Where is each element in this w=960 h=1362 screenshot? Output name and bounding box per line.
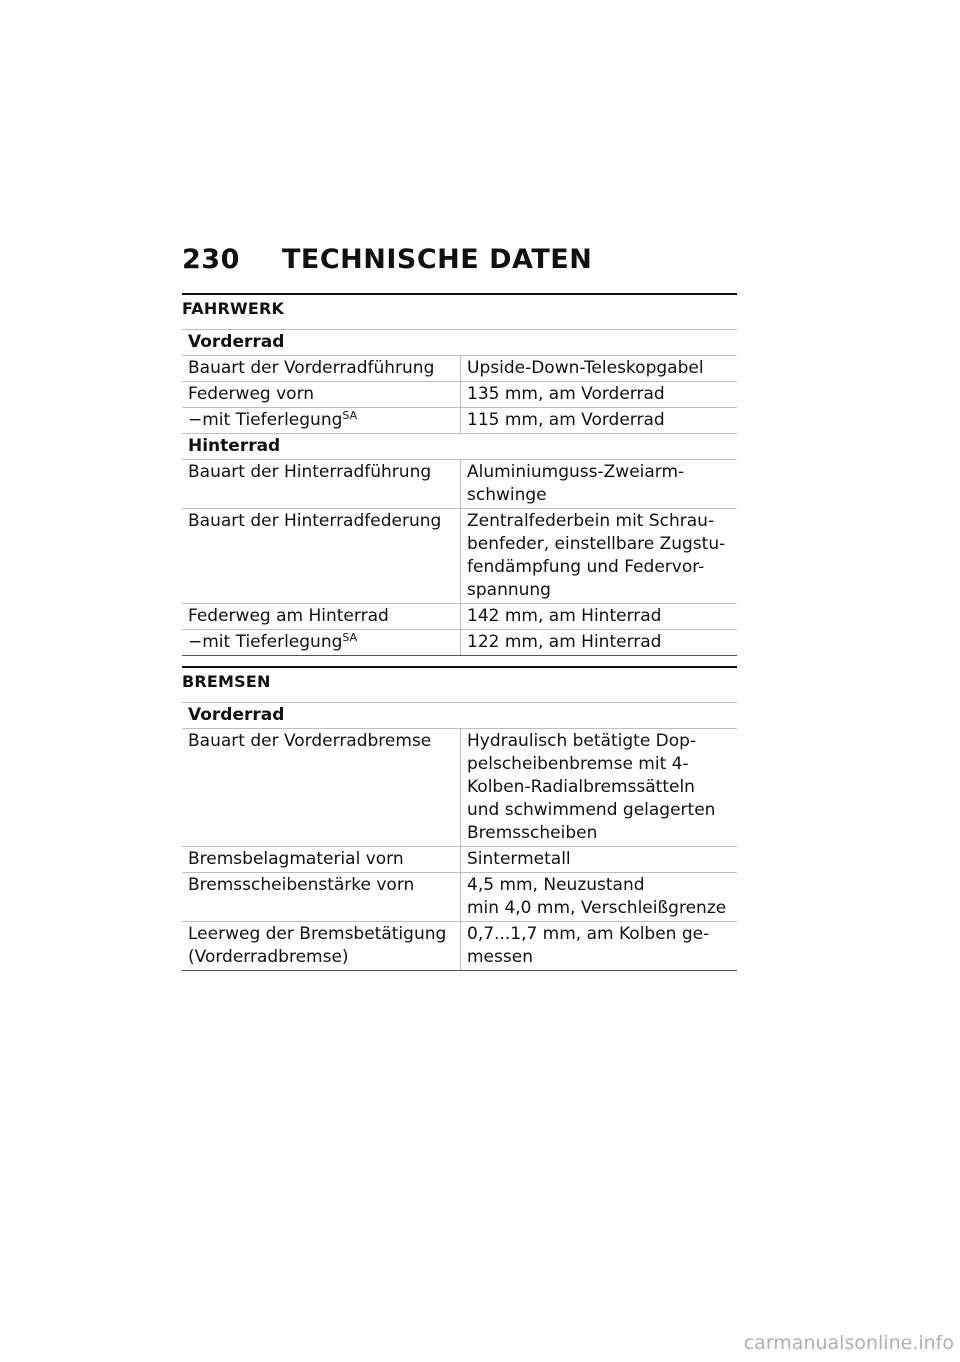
value-line: und schwimmend gelagerten: [467, 800, 716, 820]
subheading-vorderrad: Vorderrad: [182, 330, 737, 356]
row-label-text: −mit Tieferlegung: [188, 410, 343, 430]
table-row: [182, 382, 737, 408]
row-label: Bauart der Hinterradführung: [182, 460, 461, 509]
value-line: Bremsscheiben: [467, 823, 598, 843]
section-title-fahrwerk: FAHRWERK: [182, 293, 737, 329]
value-line: min 4,0 mm, Verschleißgrenze: [467, 898, 727, 918]
table-row: [182, 922, 737, 971]
row-value: [461, 460, 738, 509]
table-row: [182, 873, 737, 922]
table-row: [182, 847, 737, 873]
label-line: Leerweg der Bremsbetätigung: [188, 924, 447, 944]
row-value: 122 mm, am Hinterrad: [461, 630, 738, 656]
subheading-row: [182, 330, 737, 356]
row-value: [461, 922, 738, 971]
section-title-bremsen: BREMSEN: [182, 666, 737, 702]
row-label: Federweg am Hinterrad: [182, 604, 461, 630]
row-value: [461, 729, 738, 847]
row-value: 142 mm, am Hinterrad: [461, 604, 738, 630]
section-bremsen: [182, 666, 737, 971]
row-value: [461, 509, 738, 604]
value-line: benfeder, einstellbare Zugstu-: [467, 534, 726, 554]
table-row: [182, 630, 737, 656]
page-header: [182, 244, 742, 280]
label-line: (Vorderradbremse): [188, 947, 349, 967]
section-fahrwerk: [182, 293, 737, 656]
sa-superscript: SA: [342, 409, 358, 422]
table-row: [182, 604, 737, 630]
value-line: messen: [467, 947, 533, 967]
value-line: Kolben-Radialbremssätteln: [467, 777, 695, 797]
row-label: Bauart der Vorderradführung: [182, 356, 461, 382]
row-label: [182, 408, 461, 434]
spec-table-fahrwerk: [182, 329, 737, 656]
value-line: Hydraulisch betätigte Dop-: [467, 731, 697, 751]
subheading-vorderrad: Vorderrad: [182, 703, 737, 729]
table-row: [182, 460, 737, 509]
value-line: spannung: [467, 580, 551, 600]
row-value: 115 mm, am Vorderrad: [461, 408, 738, 434]
page-title: TECHNISCHE DATEN: [282, 244, 593, 275]
value-line: 4,5 mm, Neuzustand: [467, 875, 645, 895]
value-line: Zentralfederbein mit Schrau-: [467, 511, 715, 531]
table-row: [182, 509, 737, 604]
row-label: Bauart der Vorderradbremse: [182, 729, 461, 847]
watermark: carmanualsonline.info: [743, 1332, 954, 1354]
row-label: [182, 630, 461, 656]
row-label: [182, 922, 461, 971]
subheading-hinterrad: Hinterrad: [182, 434, 737, 460]
subheading-row: [182, 434, 737, 460]
row-label: Federweg vorn: [182, 382, 461, 408]
row-label: Bauart der Hinterradfederung: [182, 509, 461, 604]
page-number: 230: [182, 244, 240, 275]
value-line: schwinge: [467, 485, 547, 505]
table-row: [182, 356, 737, 382]
sa-superscript: SA: [342, 631, 358, 644]
spec-table-bremsen: [182, 702, 737, 971]
table-row: [182, 729, 737, 847]
subheading-row: [182, 703, 737, 729]
value-line: 0,7...1,7 mm, am Kolben ge-: [467, 924, 710, 944]
row-value: Upside-Down-Teleskopgabel: [461, 356, 738, 382]
row-value: Sintermetall: [461, 847, 738, 873]
table-row: [182, 408, 737, 434]
value-line: fendämpfung und Federvor-: [467, 557, 705, 577]
row-value: 135 mm, am Vorderrad: [461, 382, 738, 408]
row-label: Bremsscheibenstärke vorn: [182, 873, 461, 922]
value-line: pelscheibenbremse mit 4-: [467, 754, 689, 774]
row-value: [461, 873, 738, 922]
value-line: Aluminiumguss-Zweiarm-: [467, 462, 685, 482]
row-label-text: −mit Tieferlegung: [188, 632, 343, 652]
row-label: Bremsbelagmaterial vorn: [182, 847, 461, 873]
